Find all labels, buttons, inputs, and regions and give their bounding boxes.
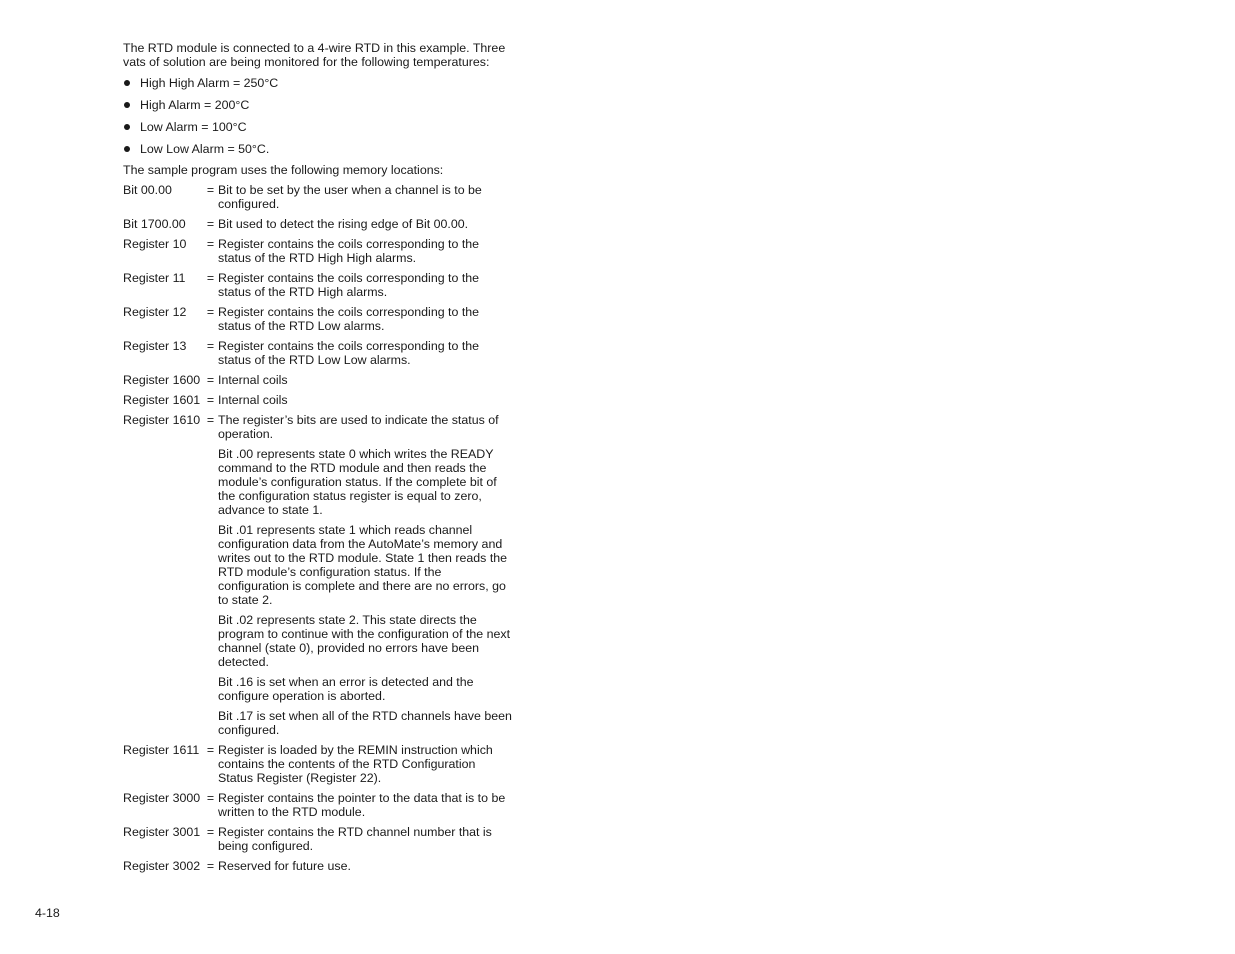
description-paragraph: Register contains the pointer to the data that is to be written to the RTD module.: [218, 791, 506, 819]
memory-row: [123, 237, 513, 265]
memory-label: Register 3001: [123, 825, 201, 839]
memory-label: Register 1610: [123, 413, 201, 427]
memory-row: [123, 393, 513, 407]
description-paragraph: Register contains the coils corresponding to the status of the RTD Low Low alarms.: [218, 339, 480, 367]
description-paragraph: Register is loaded by the REMIN instruction which contains the contents of the RTD Configuration Status Register (Register 22).: [218, 743, 493, 785]
equals-sign: =: [206, 743, 215, 757]
bullet-icon: [124, 146, 130, 152]
equals-sign: =: [206, 339, 215, 353]
equals-sign: =: [206, 305, 215, 319]
memory-description: [218, 339, 513, 367]
bullet-icon: [124, 80, 130, 86]
description-paragraph: The register’s bits are used to indicate the status of operation.: [218, 413, 499, 441]
list-item: [123, 142, 513, 156]
page-number: 4-18: [35, 906, 60, 920]
description-paragraph: Register contains the coils corresponding to the status of the RTD High High alarms.: [218, 237, 480, 265]
equals-sign: =: [206, 791, 215, 805]
list-item: [123, 120, 513, 134]
alarm-text: High Alarm = 200°C: [140, 98, 250, 112]
description-paragraph: Bit to be set by the user when a channel is to be configured.: [218, 183, 482, 211]
bullet-icon: [124, 124, 130, 130]
description-paragraph: Register contains the coils corresponding to the status of the RTD Low alarms.: [218, 305, 480, 333]
memory-row: [123, 791, 513, 819]
memory-label: Register 11: [123, 271, 186, 285]
memory-location-list: [123, 183, 513, 873]
equals-sign: =: [206, 183, 215, 197]
equals-sign: =: [206, 859, 215, 873]
alarm-text: Low Alarm = 100°C: [140, 120, 247, 134]
equals-sign: =: [206, 393, 215, 407]
memory-row: [123, 271, 513, 299]
memory-description: [218, 825, 513, 853]
list-item: [123, 76, 513, 90]
memory-label: Register 1600: [123, 373, 201, 387]
description-paragraph: Bit .01 represents state 1 which reads channel configuration data from the AutoMate’s memory and writes out to the RTD module. State 1 then reads the RTD module’s configuration status. If the configuration is complete and there are no errors, go to state 2.: [218, 523, 508, 607]
memory-label: Register 3000: [123, 791, 201, 805]
alarm-text: Low Low Alarm = 50°C.: [140, 142, 270, 156]
memory-label: Register 3002: [123, 859, 201, 873]
memory-description: [218, 217, 513, 231]
description-paragraph: Bit used to detect the rising edge of Bit 00.00.: [218, 217, 469, 231]
equals-sign: =: [206, 413, 215, 427]
memory-row: [123, 413, 513, 737]
memory-row: [123, 859, 513, 873]
memory-row: [123, 339, 513, 367]
memory-row: [123, 373, 513, 387]
equals-sign: =: [206, 271, 215, 285]
memory-label: Bit 00.00: [123, 183, 172, 197]
description-paragraph: Internal coils: [218, 373, 288, 387]
memory-label: Register 1601: [123, 393, 201, 407]
memory-description: [218, 237, 513, 265]
description-paragraph: Bit .17 is set when all of the RTD channels have been configured.: [218, 709, 512, 737]
memory-row: [123, 217, 513, 231]
memory-label: Register 10: [123, 237, 187, 251]
memory-description: [218, 393, 513, 407]
memory-description: [218, 305, 513, 333]
description-paragraph: Bit .00 represents state 0 which writes the READY command to the RTD module and then reads the module’s configuration status. If the complete bit of the configuration status register is equal to zero, advance to state 1.: [218, 447, 497, 517]
memory-label: Register 12: [123, 305, 187, 319]
memory-description: [218, 859, 513, 873]
memory-description: [218, 373, 513, 387]
memory-label: Register 1611: [123, 743, 200, 757]
memory-description: [218, 183, 513, 211]
memory-description: [218, 743, 513, 785]
memory-row: [123, 183, 513, 211]
memory-lead: The sample program uses the following memory locations:: [123, 163, 444, 177]
memory-row: [123, 305, 513, 333]
description-paragraph: Bit .02 represents state 2. This state directs the program to continue with the configuration of the next channel (state 0), provided no errors have been detected.: [218, 613, 511, 669]
memory-row: [123, 825, 513, 853]
intro-paragraph: The RTD module is connected to a 4-wire RTD in this example. Three vats of solution are being monitored for the following temperatures:: [123, 41, 506, 69]
memory-description: [218, 271, 513, 299]
description-paragraph: Internal coils: [218, 393, 288, 407]
bullet-icon: [124, 102, 130, 108]
description-paragraph: Reserved for future use.: [218, 859, 351, 873]
alarm-text: High High Alarm = 250°C: [140, 76, 279, 90]
description-paragraph: Register contains the RTD channel number that is being configured.: [218, 825, 492, 853]
equals-sign: =: [206, 825, 215, 839]
document-body: [123, 41, 513, 879]
list-item: [123, 98, 513, 112]
description-paragraph: Bit .16 is set when an error is detected and the configure operation is aborted.: [218, 675, 474, 703]
equals-sign: =: [206, 217, 215, 231]
alarm-list: [123, 76, 513, 156]
memory-label: Register 13: [123, 339, 187, 353]
memory-row: [123, 743, 513, 785]
memory-description: [218, 791, 513, 819]
equals-sign: =: [206, 373, 215, 387]
memory-label: Bit 1700.00: [123, 217, 186, 231]
memory-description: [218, 413, 513, 737]
equals-sign: =: [206, 237, 215, 251]
description-paragraph: Register contains the coils corresponding to the status of the RTD High alarms.: [218, 271, 480, 299]
